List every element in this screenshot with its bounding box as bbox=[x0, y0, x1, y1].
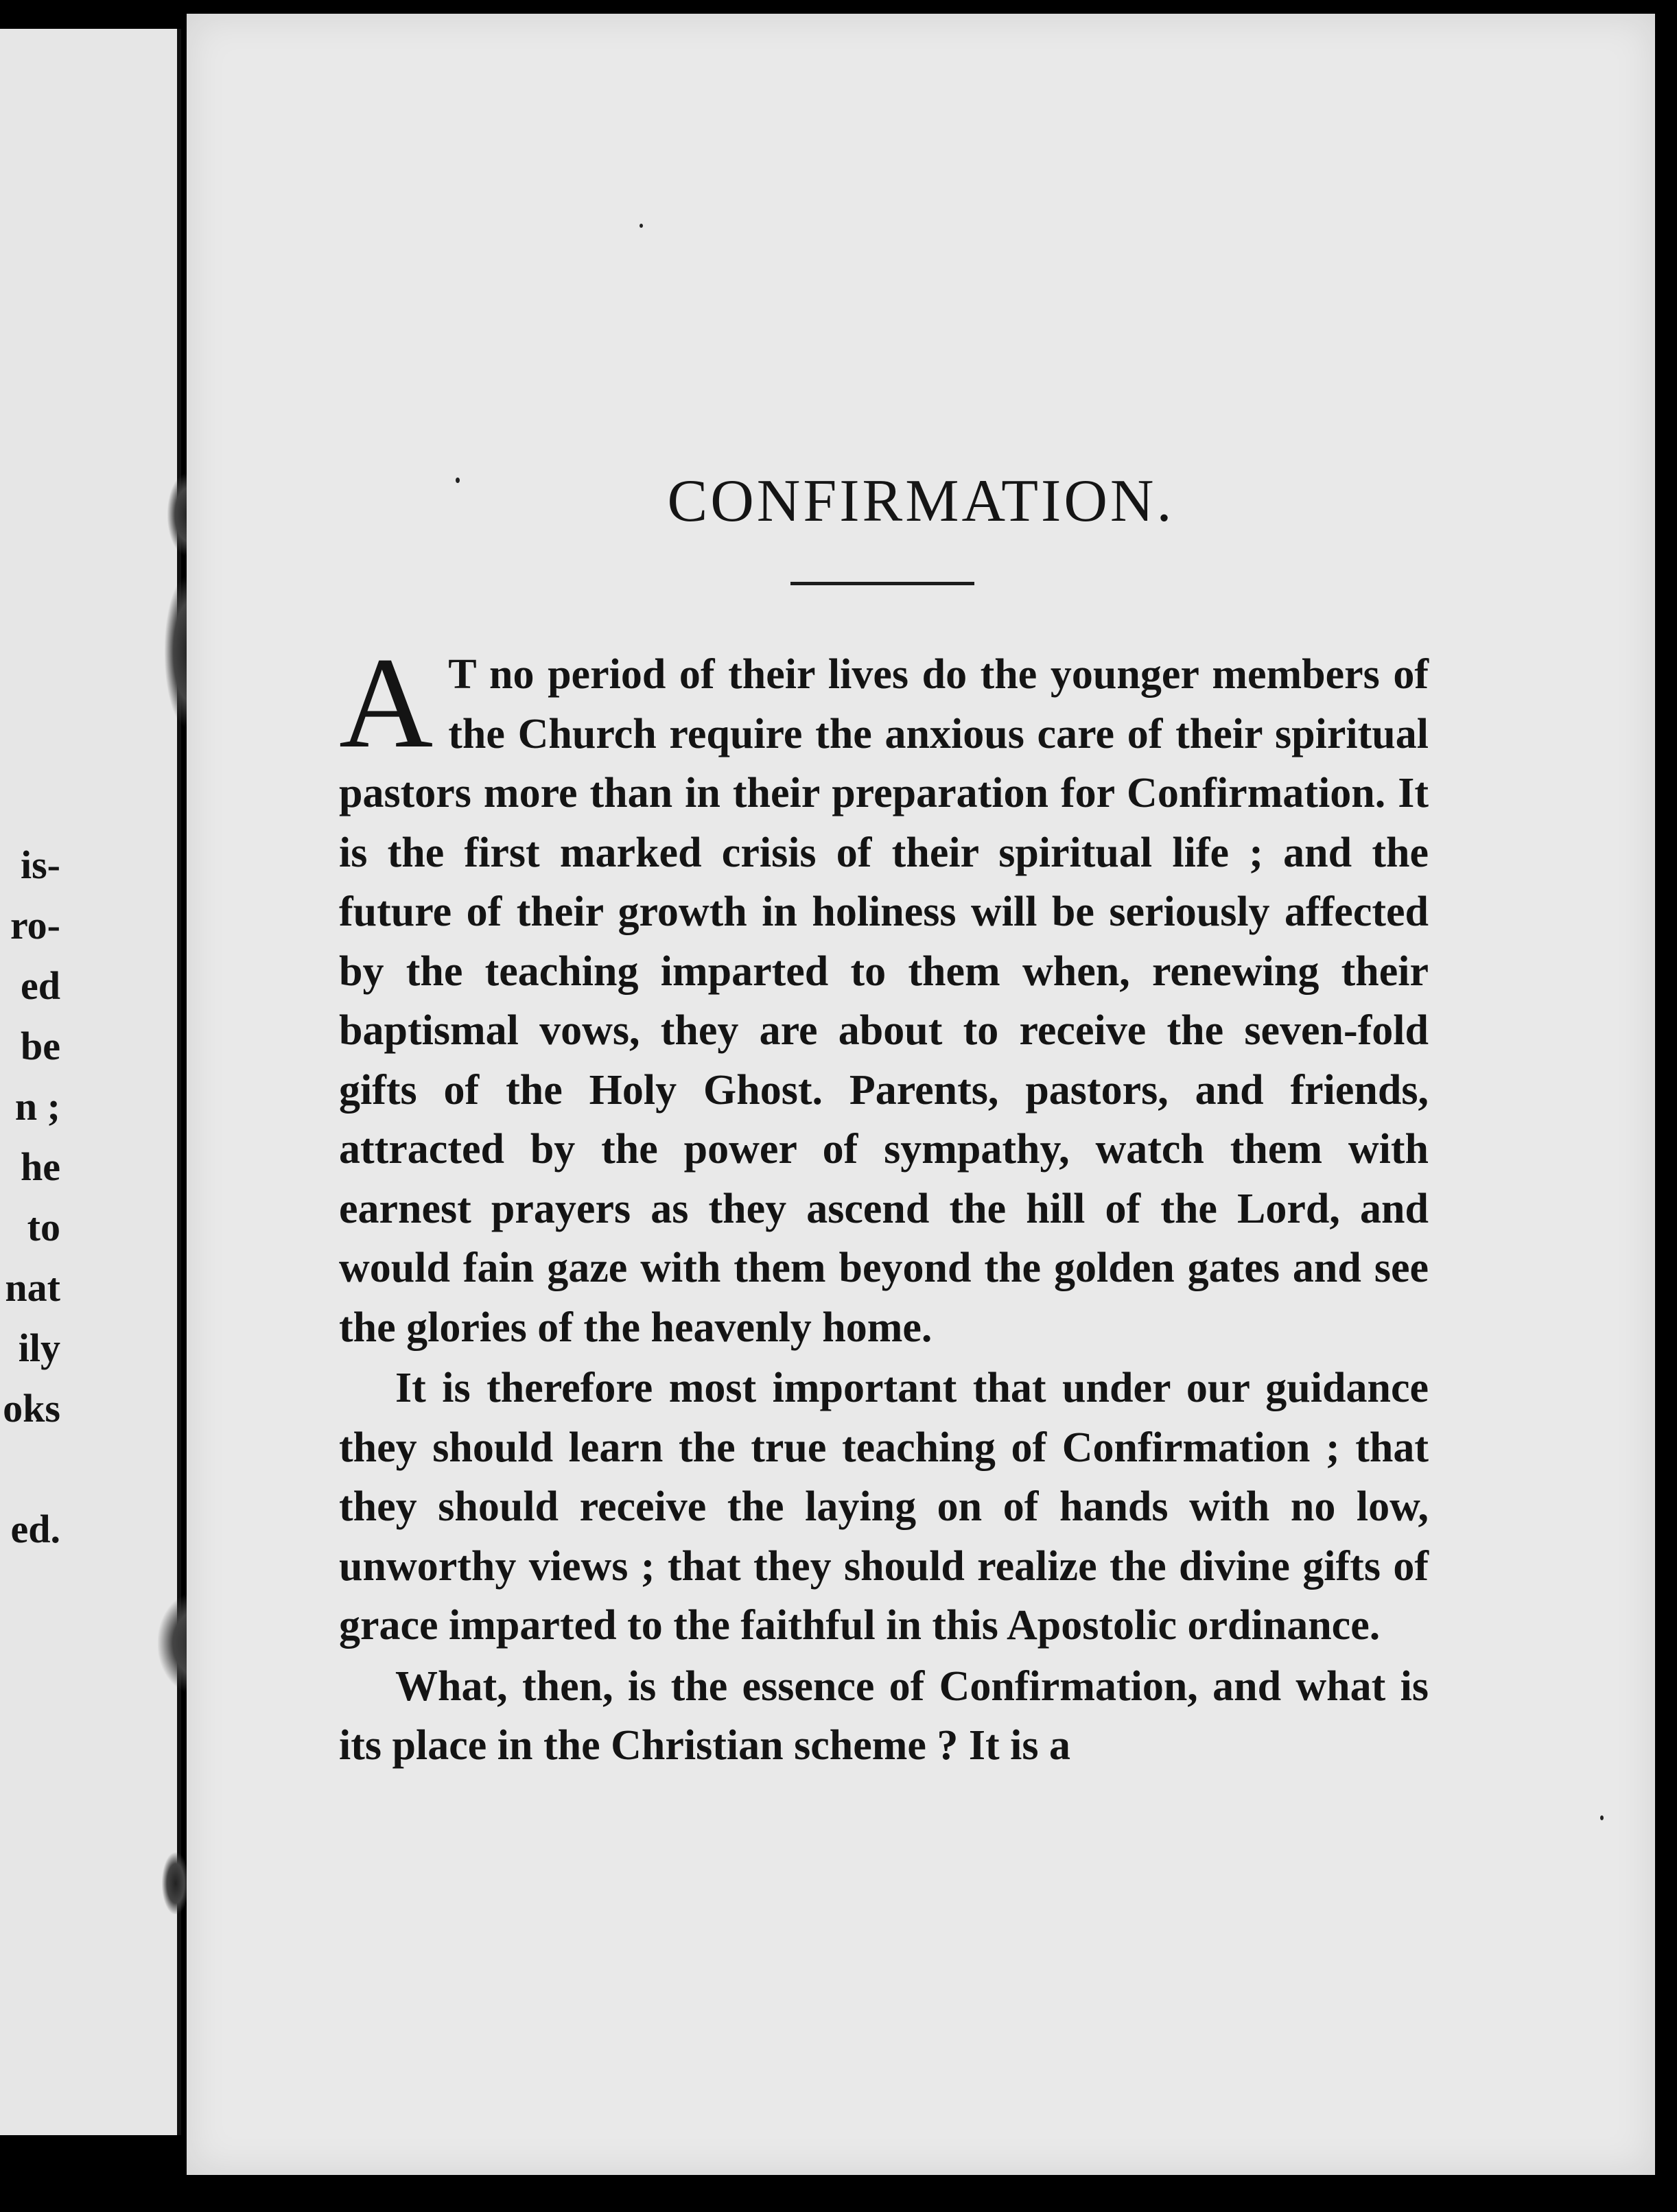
spine-smudge-4 bbox=[162, 1852, 189, 1914]
left-line-3: ed bbox=[21, 963, 60, 1008]
left-line-9: ily bbox=[18, 1326, 60, 1370]
left-line-11: ed. bbox=[10, 1507, 60, 1551]
left-line-6: he bbox=[21, 1144, 60, 1189]
left-line-7: to bbox=[27, 1205, 60, 1249]
ink-fleck-1 bbox=[456, 478, 460, 483]
left-page-line-endings bbox=[0, 835, 177, 1560]
paragraph-2: It is therefore most important that under our guidance they should learn the true teaching of Confirmation ; that they should receive the laying on of hands with no low, unworthy views ; that they should realize the divine gifts of grace imparted to the faithful in this Apostolic ordinance. bbox=[339, 1365, 1429, 1649]
left-line-1: is- bbox=[21, 843, 60, 887]
left-line-4: be bbox=[21, 1024, 60, 1068]
paragraph-1-text: T no period of their lives do the younger members of the Church require the anxious care of their spiritual pastors more than in their preparation for Confirmation. It is the first marked crisis of their spiritual life ; and the future of their growth in holiness will be seriously affected by the teaching imparted to them when, renewing their baptismal vows, they are about to receive the seven-fold gifts of the Holy Ghost. Parents, pastors, and friends, attracted by the power of sympathy, watch them with earnest prayers as they ascend the hill of the Lord, and would fain gaze with them beyond the golden gates and see the glories of the heavenly home. bbox=[339, 651, 1429, 1351]
paragraph-3: What, then, is the essence of Confirmation, and what is its place in the Christian scheme ? It is a bbox=[339, 1662, 1429, 1769]
page-title: CONFIRMATION. bbox=[667, 468, 1175, 534]
left-page-fragment bbox=[0, 29, 181, 2135]
left-line-10: oks bbox=[3, 1386, 60, 1431]
ink-fleck-3 bbox=[1600, 1815, 1604, 1820]
ink-fleck-2 bbox=[640, 224, 643, 228]
left-line-8: nat bbox=[5, 1265, 60, 1310]
document-page bbox=[187, 14, 1655, 2175]
title-rule bbox=[790, 582, 974, 585]
drop-cap: A bbox=[339, 631, 434, 775]
body-text bbox=[339, 631, 1429, 1776]
left-line-2: ro- bbox=[10, 903, 60, 948]
left-line-5: n ; bbox=[14, 1084, 60, 1129]
paragraph-1 bbox=[339, 631, 1429, 1357]
